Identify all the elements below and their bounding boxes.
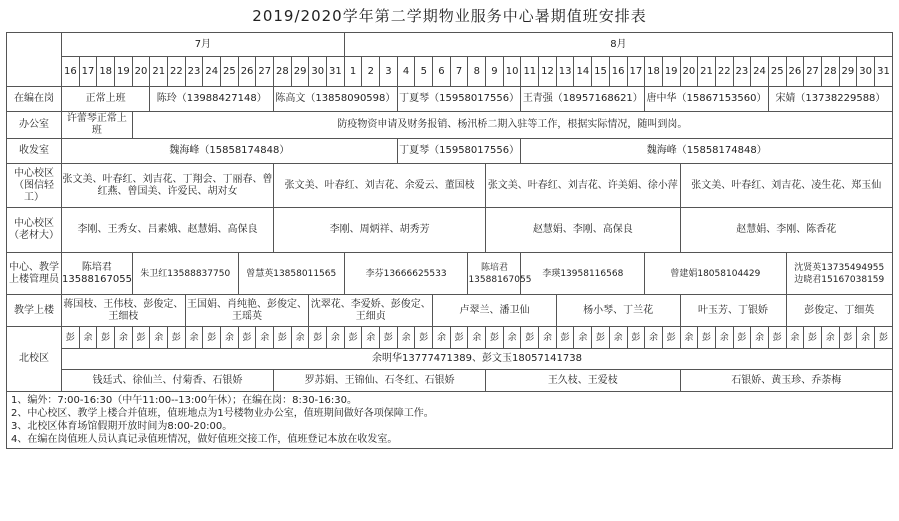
teach-up-cell: 沈翠花、李爱娇、彭俊定、王细贞 <box>309 295 433 327</box>
teach-up-cell: 叶玉芳、丁银娇 <box>680 295 786 327</box>
center-old-cell: 李刚、周炳祥、胡秀芳 <box>274 208 486 253</box>
day-header-cell: 20 <box>680 57 698 87</box>
north-duty-cell: 彭 <box>309 327 327 349</box>
north-duty-cell: 余 <box>609 327 627 349</box>
day-header-cell: 15 <box>592 57 610 87</box>
north-duty-cell: 彭 <box>380 327 398 349</box>
row-label-teach-up: 教学上楼 <box>7 295 62 327</box>
teach-admin-cell: 陈培君13588167055 <box>468 253 521 295</box>
north-duty-cell: 彭 <box>486 327 504 349</box>
north-duty-cell: 彭 <box>274 327 292 349</box>
teach-up-cell: 蒋国枝、王伟枝、彭俊定、王细枝 <box>62 295 186 327</box>
north-duty-cell: 彭 <box>62 327 80 349</box>
zaibian-cell: 宋婧（13738229588） <box>768 87 892 112</box>
north-duty-cell: 彭 <box>592 327 610 349</box>
north-duty-cell: 余 <box>291 327 309 349</box>
day-header-cell: 27 <box>256 57 274 87</box>
center-light-cell: 张文美、叶春红、刘吉花、凌生花、郑玉仙 <box>680 164 892 208</box>
day-header-cell: 18 <box>97 57 115 87</box>
day-header-cell: 13 <box>556 57 574 87</box>
center-old-cell: 李刚、王秀女、吕素娥、赵慧娟、高保良 <box>62 208 274 253</box>
north-duty-cell: 彭 <box>238 327 256 349</box>
north-duty-cell: 彭 <box>450 327 468 349</box>
row-label-receive: 收发室 <box>7 139 62 164</box>
day-header-cell: 28 <box>821 57 839 87</box>
zaibian-cell: 陈高文（13858090598） <box>274 87 398 112</box>
day-header-cell: 11 <box>521 57 539 87</box>
day-header-cell: 21 <box>698 57 716 87</box>
zaibian-cell: 陈玲（13988427148） <box>150 87 274 112</box>
teach-up-cell: 彭俊定、丁细英 <box>786 295 892 327</box>
day-header-cell: 4 <box>397 57 415 87</box>
north-duty-cell: 余 <box>821 327 839 349</box>
center-light-cell: 张文美、叶春红、刘吉花、余爱云、董国枝 <box>274 164 486 208</box>
row-label-office: 办公室 <box>7 112 62 139</box>
north-names-cell: 王久枝、王爱枝 <box>486 370 680 392</box>
day-header-cell: 9 <box>486 57 504 87</box>
day-header-cell: 12 <box>539 57 557 87</box>
north-duty-cell: 余 <box>645 327 663 349</box>
north-duty-cell: 彭 <box>203 327 221 349</box>
day-header-cell: 27 <box>804 57 822 87</box>
row-label-north: 北校区 <box>7 327 62 392</box>
teach-up-cell: 王国娟、肖纯艳、彭俊定、王瑶英 <box>185 295 309 327</box>
day-header-cell: 6 <box>433 57 451 87</box>
north-duty-cell: 彭 <box>839 327 857 349</box>
teach-admin-cell: 沈贤英13735494955 边晓君15167038159 <box>786 253 892 295</box>
north-duty-cell: 余 <box>468 327 486 349</box>
north-duty-cell: 余 <box>680 327 698 349</box>
zaibian-cell: 丁夏琴（15958017556） <box>397 87 521 112</box>
north-phone-cell: 余明华13777471389、彭文玉18057141738 <box>62 349 893 370</box>
north-duty-cell: 余 <box>503 327 521 349</box>
day-header-cell: 19 <box>115 57 133 87</box>
center-light-cell: 张文美、叶春红、刘吉花、丁翔会、丁丽春、曾红燕、曾国美、许爱民、胡对女 <box>62 164 274 208</box>
north-duty-cell: 余 <box>786 327 804 349</box>
receive-cell: 魏海峰（15858174848） <box>62 139 398 164</box>
row-label-zaibian: 在编在岗 <box>7 87 62 112</box>
day-header-cell: 24 <box>751 57 769 87</box>
center-light-cell: 张文美、叶春红、刘吉花、许美娟、徐小萍 <box>486 164 680 208</box>
day-header-cell: 16 <box>609 57 627 87</box>
day-header-cell: 23 <box>185 57 203 87</box>
day-header-cell: 20 <box>132 57 150 87</box>
day-header-cell: 30 <box>857 57 875 87</box>
north-duty-cell: 彭 <box>415 327 433 349</box>
teach-admin-cell: 李瑛13958116568 <box>521 253 645 295</box>
day-header-cell: 28 <box>274 57 292 87</box>
day-header-cell: 25 <box>221 57 239 87</box>
teach-admin-cell: 曾建娟18058104429 <box>645 253 786 295</box>
north-duty-cell: 余 <box>150 327 168 349</box>
day-header-cell: 31 <box>874 57 892 87</box>
row-label-center-old: 中心校区（老材大） <box>7 208 62 253</box>
schedule-table <box>6 32 893 392</box>
day-header-cell: 10 <box>503 57 521 87</box>
office-cell: 防疫物资申请及财务报销、杨汛桥二期入驻等工作，根据实际情况，随叫到岗。 <box>132 112 892 139</box>
day-header-cell: 21 <box>150 57 168 87</box>
north-duty-cell: 余 <box>256 327 274 349</box>
day-header-cell: 25 <box>768 57 786 87</box>
north-duty-cell: 余 <box>362 327 380 349</box>
day-header-cell: 16 <box>62 57 80 87</box>
day-header-cell: 31 <box>327 57 345 87</box>
day-header-cell: 5 <box>415 57 433 87</box>
note-line: 1、编外：7:00-16:30（中午11:00--13:00午休）；在编在岗：8:30-16:30。 <box>11 395 357 406</box>
office-cell: 许蕾琴正常上班 <box>62 112 133 139</box>
north-duty-cell: 彭 <box>804 327 822 349</box>
page-title: 2019/2020学年第二学期物业服务中心暑期值班安排表 <box>252 7 647 25</box>
row-label-center-teach: 中心、教学上楼管理员 <box>7 253 62 295</box>
day-header-cell: 24 <box>203 57 221 87</box>
teach-up-cell: 杨小琴、丁兰花 <box>556 295 680 327</box>
receive-cell: 魏海峰（15858174848） <box>521 139 893 164</box>
north-duty-cell: 余 <box>574 327 592 349</box>
day-header-cell: 19 <box>662 57 680 87</box>
day-header-cell: 7 <box>450 57 468 87</box>
day-header-cell: 22 <box>715 57 733 87</box>
north-duty-cell: 余 <box>539 327 557 349</box>
zaibian-cell: 正常上班 <box>62 87 150 112</box>
north-duty-cell: 余 <box>79 327 97 349</box>
teach-up-cell: 卢翠兰、潘卫仙 <box>433 295 557 327</box>
teach-admin-cell: 朱卫红13588837750 <box>132 253 238 295</box>
day-header-cell: 17 <box>627 57 645 87</box>
north-duty-cell: 彭 <box>768 327 786 349</box>
north-duty-cell: 彭 <box>698 327 716 349</box>
day-header-cell: 8 <box>468 57 486 87</box>
teach-admin-cell: 陈培君13588167055 <box>62 253 133 295</box>
zaibian-cell: 唐中华（15867153560） <box>645 87 769 112</box>
day-header-cell: 23 <box>733 57 751 87</box>
day-header-cell: 26 <box>786 57 804 87</box>
month-august: 8月 <box>344 33 892 57</box>
corner-cell <box>7 33 62 87</box>
north-names-cell: 石银娇、黄玉珍、乔荼梅 <box>680 370 892 392</box>
center-old-cell: 赵慧娟、李刚、高保良 <box>486 208 680 253</box>
north-duty-cell: 彭 <box>97 327 115 349</box>
north-duty-cell: 彭 <box>874 327 892 349</box>
day-header-cell: 22 <box>168 57 186 87</box>
north-duty-cell: 彭 <box>627 327 645 349</box>
north-names-cell: 罗苏娟、王锦仙、石冬红、石银娇 <box>274 370 486 392</box>
teach-admin-cell: 李芬13666625533 <box>344 253 468 295</box>
row-label-center-light: 中心校区（图信轻工） <box>7 164 62 208</box>
north-duty-cell: 余 <box>185 327 203 349</box>
north-duty-cell: 余 <box>115 327 133 349</box>
day-header-cell: 18 <box>645 57 663 87</box>
notes-block <box>6 392 893 449</box>
north-duty-cell: 彭 <box>168 327 186 349</box>
note-line: 2、中心校区、教学上楼合并值班，值班地点为1号楼物业办公室，值班期间做好各项保障工作。 <box>11 408 434 419</box>
day-header-cell: 17 <box>79 57 97 87</box>
day-header-cell: 26 <box>238 57 256 87</box>
north-duty-cell: 余 <box>327 327 345 349</box>
north-duty-cell: 余 <box>221 327 239 349</box>
north-duty-cell: 彭 <box>132 327 150 349</box>
day-header-cell: 29 <box>839 57 857 87</box>
note-line: 3、北校区体育场馆假期开放时间为8:00-20:00。 <box>11 421 233 432</box>
north-duty-cell: 彭 <box>521 327 539 349</box>
receive-cell: 丁夏琴（15958017556） <box>397 139 521 164</box>
north-duty-cell: 余 <box>397 327 415 349</box>
day-header-cell: 3 <box>380 57 398 87</box>
day-header-cell: 29 <box>291 57 309 87</box>
zaibian-cell: 王青强（18957168621） <box>521 87 645 112</box>
day-header-cell: 2 <box>362 57 380 87</box>
center-old-cell: 赵慧娟、李刚、陈香花 <box>680 208 892 253</box>
north-duty-cell: 余 <box>433 327 451 349</box>
day-header-cell: 30 <box>309 57 327 87</box>
teach-admin-cell: 曾慧英13858011565 <box>238 253 344 295</box>
north-duty-cell: 彭 <box>662 327 680 349</box>
north-duty-cell: 余 <box>857 327 875 349</box>
north-duty-cell: 彭 <box>556 327 574 349</box>
north-duty-cell: 彭 <box>733 327 751 349</box>
day-header-cell: 14 <box>574 57 592 87</box>
note-line: 4、在编在岗值班人员认真记录值班情况，做好值班交接工作，值班登记本放在收发室。 <box>11 434 398 445</box>
north-duty-cell: 余 <box>751 327 769 349</box>
north-names-cell: 钱廷式、徐仙兰、付菊香、石银娇 <box>62 370 274 392</box>
north-duty-cell: 余 <box>715 327 733 349</box>
day-header-cell: 1 <box>344 57 362 87</box>
month-july: 7月 <box>62 33 345 57</box>
north-duty-cell: 彭 <box>344 327 362 349</box>
